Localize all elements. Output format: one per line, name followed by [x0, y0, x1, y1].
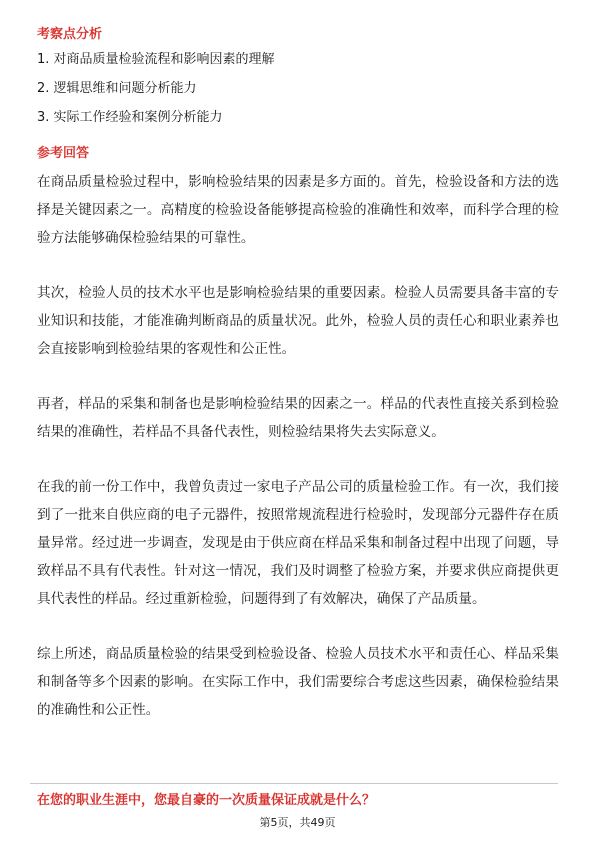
- analysis-point: 1. 对商品质量检验流程和影响因素的理解: [37, 52, 275, 67]
- analysis-point: 2. 逻辑思维和问题分析能力: [37, 81, 197, 96]
- answer-paragraph: 在商品质量检验过程中，影响检验结果的因素是多方面的。首先，检验设备和方法的选择是关键因素之一。高精度的检验设备能够提高检验的准确性和效率，而科学合理的检验方法能够确保检验结果的可靠性。: [37, 174, 559, 246]
- page-number: 第5页，共49页: [259, 816, 336, 829]
- answer-paragraph: 综上所述，商品质量检验的结果受到检验设备、检验人员技术水平和责任心、样品采集和制备等多个因素的影响。在实际工作中，我们需要综合考虑这些因素，确保检验结果的准确性和公正性。: [37, 646, 559, 718]
- next-question: 在您的职业生涯中，您最自豪的一次质量保证成就是什么？: [37, 793, 376, 808]
- analysis-point: 3. 实际工作经验和案例分析能力: [37, 110, 223, 125]
- section-divider: [30, 783, 558, 784]
- analysis-heading: 考察点分析: [37, 27, 103, 42]
- analysis-points-list: [37, 52, 275, 139]
- answer-paragraph: 再者，样品的采集和制备也是影响检验结果的因素之一。样品的代表性直接关系到检验结果的准确性，若样品不具备代表性，则检验结果将失去实际意义。: [37, 396, 559, 440]
- answer-heading: 参考回答: [37, 146, 90, 161]
- answer-body: [37, 168, 559, 751]
- answer-paragraph: 在我的前一份工作中，我曾负责过一家电子产品公司的质量检验工作。有一次，我们接到了一批来自供应商的电子元器件，按照常规流程进行检验时，发现部分元器件存在质量异常。经过进一步调查，发现是由于供应商在样品采集和制备过程中出现了问题，导致样品不具有代表性。针对这一情况，我们及时调整了检验方案，并要求供应商提供更具代表性的样品。经过重新检验，问题得到了有效解决，确保了产品质量。: [37, 479, 559, 607]
- answer-paragraph: 其次，检验人员的技术水平也是影响检验结果的重要因素。检验人员需要具备丰富的专业知识和技能，才能准确判断商品的质量状况。此外，检验人员的责任心和职业素养也会直接影响到检验结果的客观性和公正性。: [37, 285, 559, 357]
